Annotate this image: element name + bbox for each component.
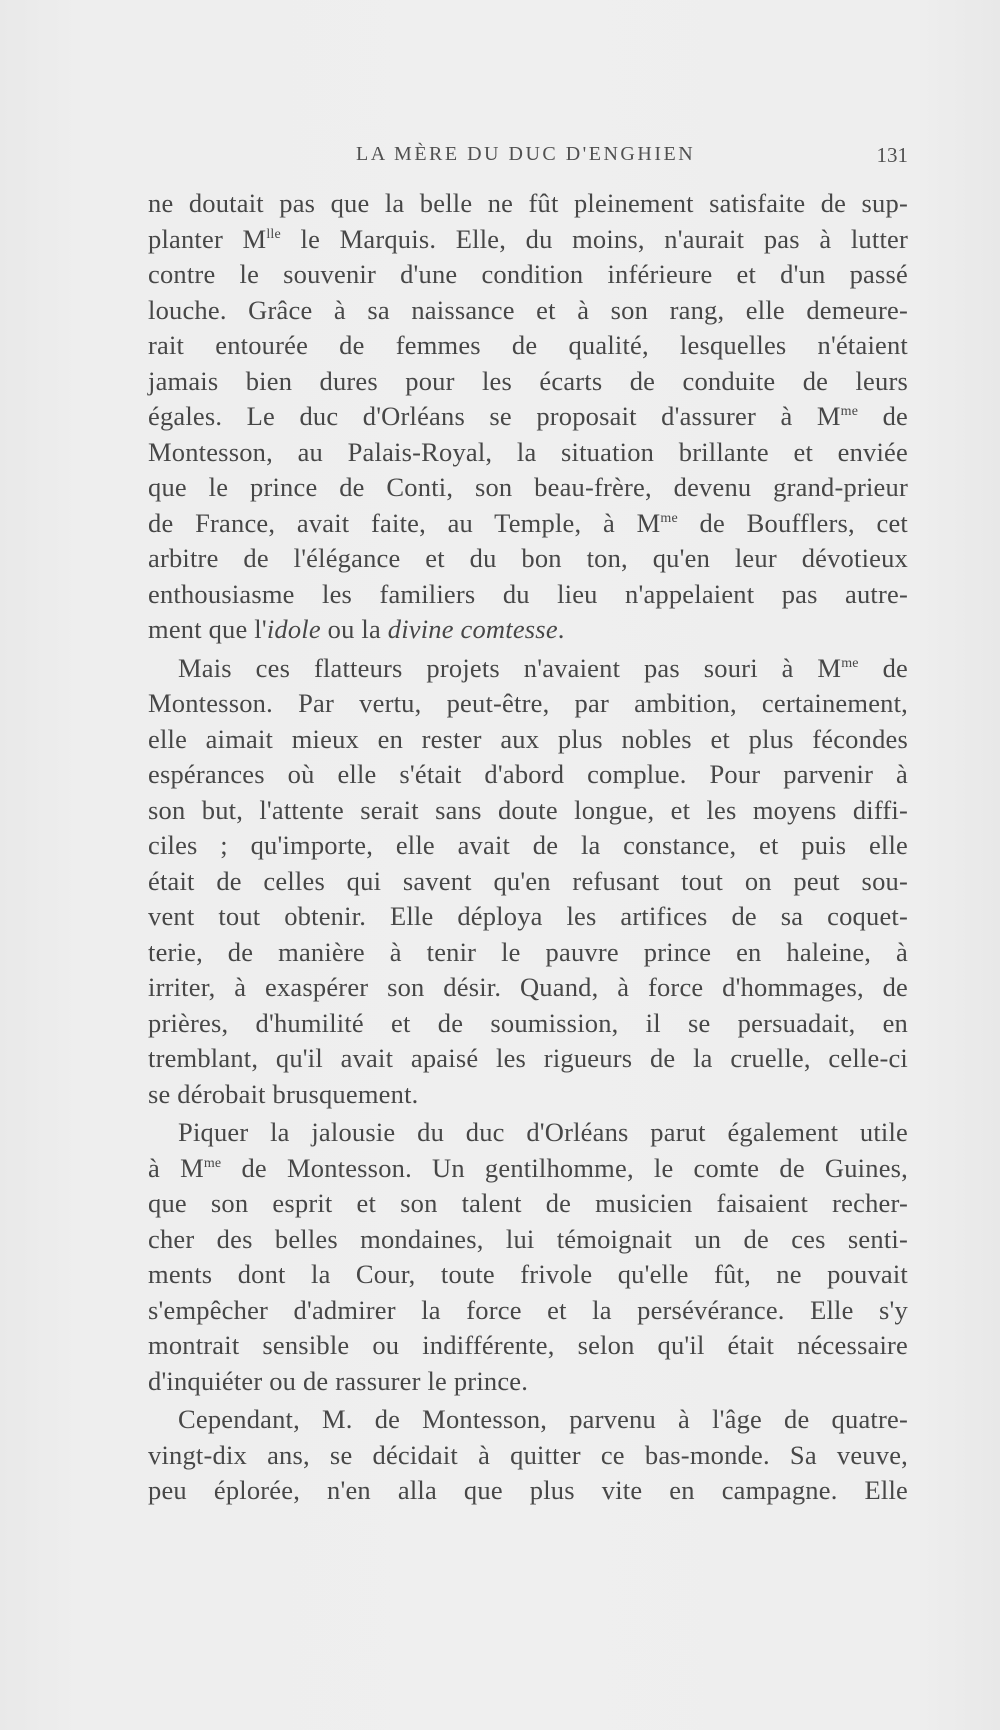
text-line: contre le souvenir d'une condition inférieure et d'un passé bbox=[148, 259, 908, 289]
text-line: que son esprit et son talent de musicien faisaient recher- bbox=[148, 1188, 908, 1218]
superscript: lle bbox=[266, 226, 281, 242]
body-text bbox=[148, 186, 908, 1512]
line-fragment: égales. Le duc d'Orléans se proposait d'assurer à M bbox=[148, 401, 841, 431]
superscript: me bbox=[840, 404, 859, 419]
text-line bbox=[148, 1151, 908, 1187]
text-line: Montesson, au Palais-Royal, la situation brillante et enviée bbox=[148, 436, 908, 467]
text-line: Piquer la jalousie du duc d'Orléans parut également utile bbox=[178, 1117, 908, 1147]
line-fragment: planter M bbox=[148, 223, 267, 254]
paragraph-1 bbox=[148, 186, 908, 648]
text-line: ne doutait pas que la belle ne fût pleinement satisfaite de sup- bbox=[148, 188, 908, 218]
text-line: d'inquiéter ou de rassurer le prince. bbox=[148, 1365, 529, 1396]
text-line bbox=[148, 399, 908, 435]
line-fragment: ou la bbox=[320, 614, 388, 644]
text-line: Montesson. Par vertu, peut-être, par ambition, certainement, bbox=[148, 688, 908, 718]
line-fragment: . bbox=[557, 614, 565, 644]
line-fragment: de bbox=[858, 401, 908, 431]
text-line: louche. Grâce à sa naissance et à son rang, elle demeure- bbox=[148, 294, 908, 325]
line-fragment: à M bbox=[148, 1152, 204, 1183]
line-fragment: Mais ces flatteurs projets n'avaient pas souri à M bbox=[178, 652, 842, 683]
line-fragment: de Montesson. Un gentilhomme, le comte de Guines, bbox=[221, 1152, 908, 1183]
line-fragment: de Boufflers, cet bbox=[677, 507, 908, 538]
text-line: s'empêcher d'admirer la force et la persévérance. Elle s'y bbox=[148, 1294, 908, 1325]
text-line: prières, d'humilité et de soumission, il se persuadait, en bbox=[148, 1007, 908, 1038]
superscript: me bbox=[660, 510, 678, 526]
text-line: peu éplorée, n'en alla que plus vite en campagne. Elle bbox=[148, 1475, 908, 1505]
text-line: terie, de manière à tenir le pauvre prince en haleine, à bbox=[148, 936, 908, 967]
text-line: jamais bien dures pour les écarts de conduite de leurs bbox=[148, 365, 908, 396]
text-line: enthousiasme les familiers du lieu n'appelaient pas autre- bbox=[148, 578, 908, 609]
text-line: tremblant, qu'il avait apaisé les rigueurs de la cruelle, celle-ci bbox=[148, 1043, 908, 1073]
paragraph-4 bbox=[148, 1402, 908, 1509]
text-line bbox=[148, 651, 908, 687]
text-line bbox=[148, 222, 908, 258]
running-title: LA MÈRE DU DUC D'ENGHIEN bbox=[356, 143, 696, 165]
superscript: me bbox=[203, 1155, 222, 1171]
text-line: que le prince de Conti, son beau-frère, devenu grand-prieur bbox=[148, 472, 908, 502]
superscript: me bbox=[841, 655, 859, 671]
text-line: ciles ; qu'importe, elle avait de la constance, et puis elle bbox=[148, 830, 908, 860]
text-line: arbitre de l'élégance et du bon ton, qu'en leur dévotieux bbox=[148, 543, 908, 573]
text-line: Cependant, M. de Montesson, parvenu à l'âge de quatre- bbox=[178, 1404, 908, 1434]
italic-phrase: divine comtesse bbox=[387, 614, 558, 644]
text-line bbox=[148, 612, 908, 648]
line-fragment: de bbox=[858, 652, 908, 683]
text-line: rait entourée de femmes de qualité, lesquelles n'étaient bbox=[148, 330, 908, 360]
text-line: cher des belles mondaines, lui témoignait un de ces senti- bbox=[148, 1223, 908, 1254]
text-line: espérances où elle s'était d'abord complue. Pour parvenir à bbox=[148, 759, 908, 789]
text-line: irriter, à exaspérer son désir. Quand, à force d'hommages, de bbox=[148, 972, 908, 1002]
paragraph-3 bbox=[148, 1115, 908, 1399]
text-line bbox=[148, 506, 908, 542]
running-header bbox=[148, 143, 908, 173]
italic-word: idole bbox=[266, 614, 321, 644]
line-fragment: ment que l' bbox=[148, 614, 267, 644]
text-line: son but, l'attente serait sans doute longue, et les moyens diffi- bbox=[148, 794, 908, 825]
text-line: montrait sensible ou indifférente, selon qu'il était nécessaire bbox=[148, 1330, 908, 1360]
line-fragment: le Marquis. Elle, du moins, n'aurait pas à lutter bbox=[280, 223, 908, 254]
text-line: vingt-dix ans, se décidait à quitter ce bas-monde. Sa veuve, bbox=[148, 1439, 908, 1470]
paragraph-2 bbox=[148, 651, 908, 1113]
text-line: elle aimait mieux en rester aux plus nobles et plus fécondes bbox=[148, 723, 908, 754]
text-line: ments dont la Cour, toute frivole qu'elle fût, ne pouvait bbox=[148, 1259, 908, 1289]
text-line: vent tout obtenir. Elle déploya les artifices de sa coquet- bbox=[148, 901, 908, 931]
text-line: était de celles qui savent qu'en refusant tout on peut sou- bbox=[148, 865, 908, 896]
page-number: 131 bbox=[876, 143, 908, 167]
text-line: se dérobait brusquement. bbox=[148, 1078, 419, 1109]
line-fragment: de France, avait faite, au Temple, à M bbox=[148, 507, 661, 538]
